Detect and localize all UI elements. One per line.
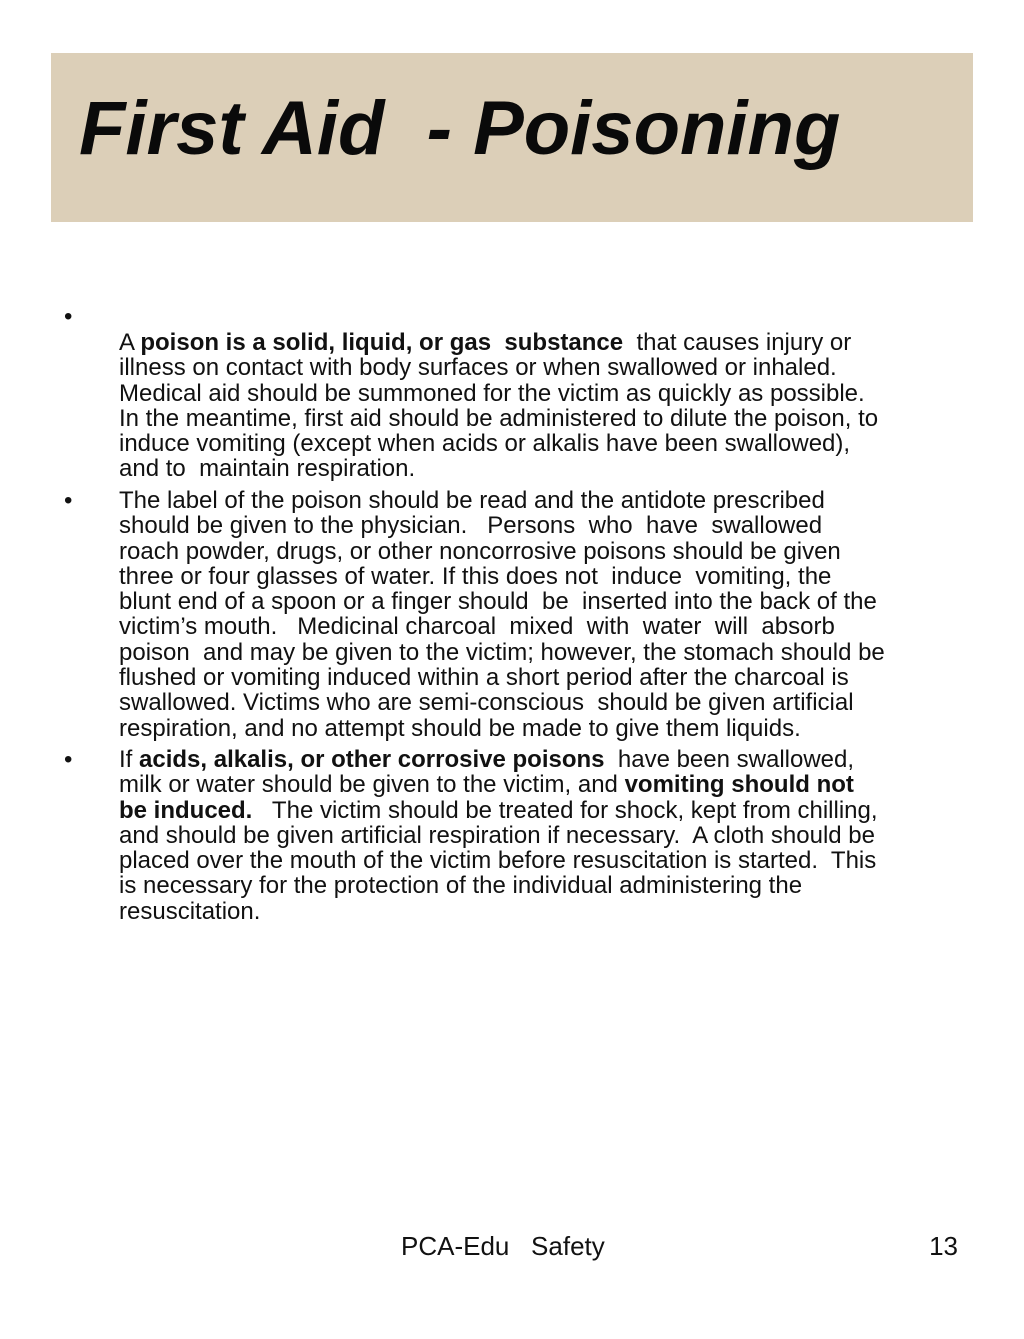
- bold-run: poison is a solid, liquid, or gas substance: [140, 329, 624, 356]
- text-line: should be given to the physician. Persons who have swallowed: [119, 512, 823, 540]
- bullet-marker: •: [64, 746, 73, 773]
- text-line: three or four glasses of water. If this does not induce vomiting, the: [119, 562, 832, 590]
- text-run: that causes injury or: [623, 329, 852, 356]
- text-run: The victim should be treated for shock, kept from chilling,: [252, 796, 878, 824]
- text-line: swallowed. Victims who are semi-conscious should be given artificial: [119, 689, 854, 717]
- text-line: induce vomiting (except when acids or alkalis have been swallowed),: [119, 430, 851, 458]
- text-line: respiration, and no attempt should be made to give them liquids.: [119, 714, 801, 742]
- paragraph-poison-definition: [119, 330, 964, 482]
- paragraph-corrosive-poisons: [119, 747, 964, 924]
- text-line: flushed or vomiting induced within a short period after the charcoal is: [119, 664, 849, 692]
- text-run: milk or water should be given to the victim, and: [119, 771, 625, 799]
- bold-run: acids, alkalis, or other corrosive poisons: [139, 746, 605, 773]
- text-line: The label of the poison should be read and the antidote prescribed: [119, 487, 825, 514]
- page-number: 13: [929, 1231, 958, 1261]
- text-run: If: [119, 746, 140, 773]
- bold-run: be induced.: [119, 796, 253, 824]
- text-line: is necessary for the protection of the individual administering the: [119, 872, 803, 900]
- text-line: resuscitation.: [119, 897, 261, 925]
- bullet-marker: •: [64, 303, 73, 330]
- bullet-marker: •: [64, 487, 73, 514]
- text-line: victim’s mouth. Medicinal charcoal mixed with water will absorb: [119, 613, 835, 641]
- text-line: Medical aid should be summoned for the victim as quickly as possible.: [119, 379, 865, 407]
- text-run: A: [119, 329, 141, 356]
- text-line: roach powder, drugs, or other noncorrosive poisons should be given: [119, 537, 841, 565]
- paragraph-antidote: [119, 488, 964, 741]
- title-banner: [51, 53, 973, 222]
- text-line: In the meantime, first aid should be administered to dilute the poison, to: [119, 404, 879, 432]
- text-line: illness on contact with body surfaces or when swallowed or inhaled.: [119, 354, 837, 382]
- text-line: poison and may be given to the victim; however, the stomach should be: [119, 638, 885, 666]
- text-line: and to maintain respiration.: [119, 455, 416, 483]
- text-line: placed over the mouth of the victim before resuscitation is started. This: [119, 847, 877, 875]
- text-line: and should be given artificial respiration if necessary. A cloth should be: [119, 821, 875, 849]
- bold-run: vomiting should not: [624, 771, 854, 799]
- footer-label: PCA-Edu Safety: [401, 1231, 605, 1261]
- text-line: blunt end of a spoon or a finger should be inserted into the back of the: [119, 588, 877, 616]
- page-title: First Aid - Poisoning: [79, 86, 841, 171]
- text-run: have been swallowed,: [604, 746, 855, 773]
